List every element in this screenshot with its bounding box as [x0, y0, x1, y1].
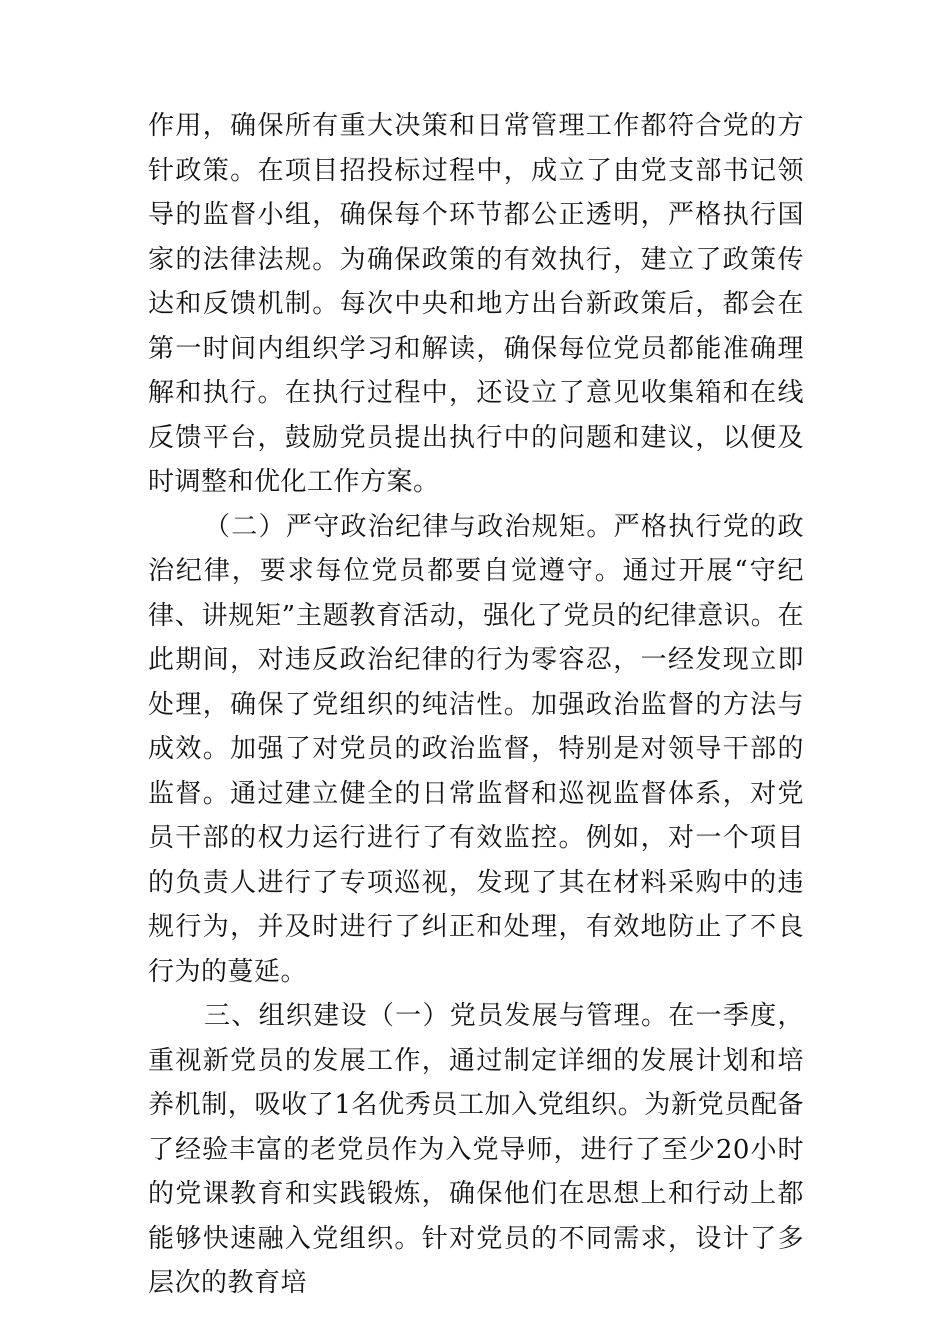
- paragraph-continuation: 作用，确保所有重大决策和日常管理工作都符合党的方针政策。在项目招投标过程中，成立了由党支部书记领导的监督小组，确保每个环节都公正透明，严格执行国家的法律法规。为确保政策的有效执行，建立了政策传达和反馈机制。每次中央和地方出台新政策后，都会在第一时间内组织学习和解读，确保每位党员都能准确理解和执行。在执行过程中，还设立了意见收集箱和在线反馈平台，鼓励党员提出执行中的问题和建议，以便及时调整和优化工作方案。: [148, 111, 804, 497]
- document-body: [148, 104, 804, 1306]
- paragraph-political-discipline: （二）严守政治纪律与政治规矩。严格执行党的政治纪律，要求每位党员都要自觉遵守。通过开展“守纪律、讲规矩”主题教育活动，强化了党员的纪律意识。在此期间，对违反政治纪律的行为零容忍，一经发现立即处理，确保了党组织的纯洁性。加强政治监督的方法与成效。加强了对党员的政治监督，特别是对领导干部的监督。通过建立健全的日常监督和巡视监督体系，对党员干部的权力运行进行了有效监控。例如，对一个项目的负责人进行了专项巡视，发现了其在材料采购中的违规行为，并及时进行了纠正和处理，有效地防止了不良行为的蔓延。: [148, 511, 804, 987]
- paragraph-organization-building: 三、组织建设（一）党员发展与管理。在一季度，重视新党员的发展工作，通过制定详细的发展计划和培养机制，吸收了1名优秀员工加入党组织。为新党员配备了经验丰富的老党员作为入党导师，进行了至少20小时的党课教育和实践锻炼，确保他们在思想上和行动上都能够快速融入党组织。针对党员的不同需求，设计了多层次的教育培: [148, 1001, 804, 1298]
